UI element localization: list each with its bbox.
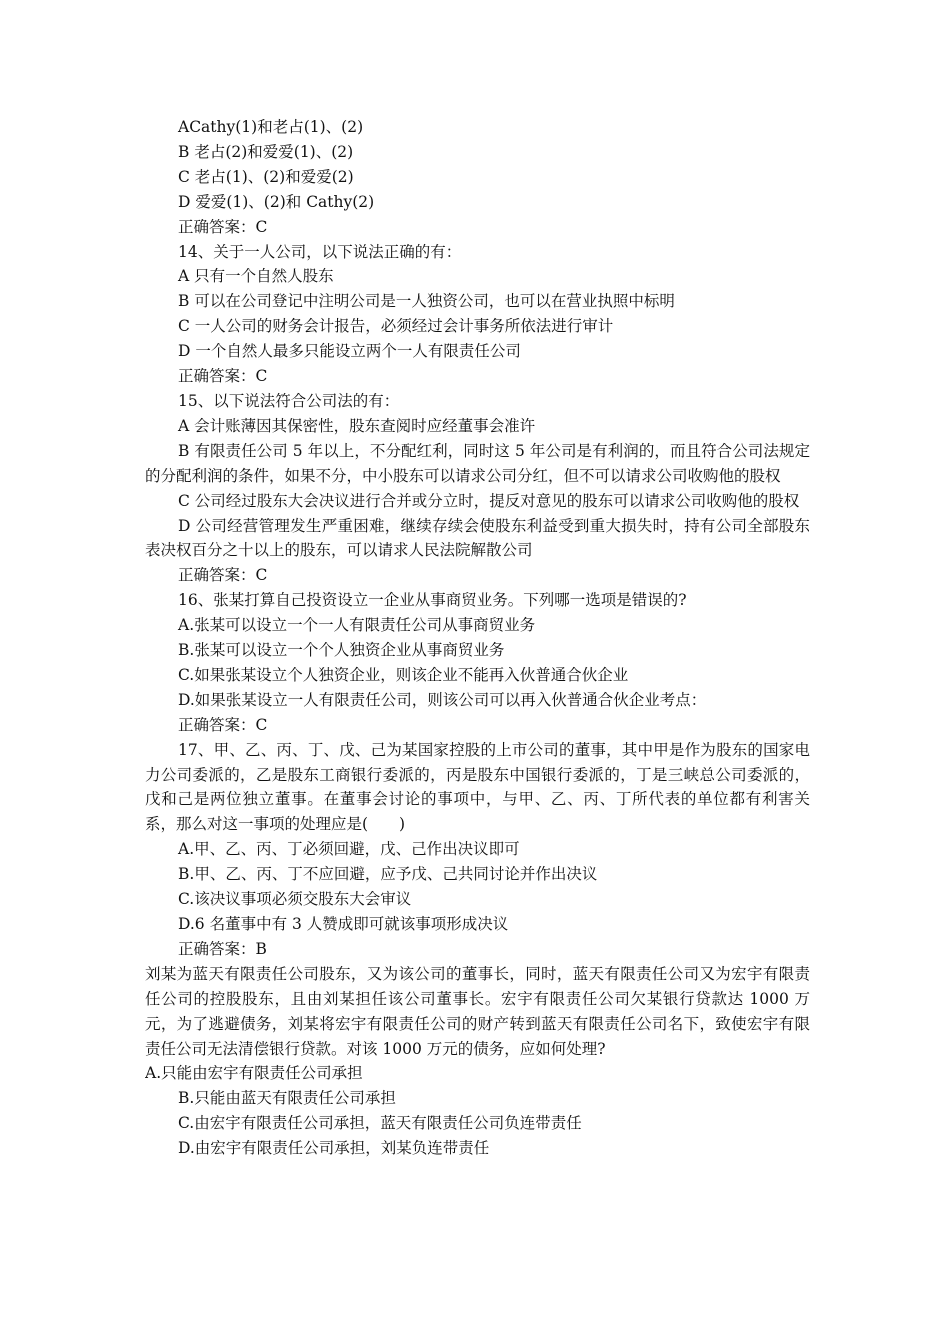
text-line: 正确答案：C	[178, 217, 268, 236]
paragraph: C 公司经过股东大会决议进行合并或分立时，提反对意见的股东可以请求公司收购他的股权	[178, 491, 800, 510]
text-line: B.张某可以设立一个个人独资企业从事商贸业务	[178, 641, 505, 660]
text-line: C.该决议事项必须交股东大会审议	[178, 890, 412, 909]
text-line: 14、关于一人公司，以下说法正确的有：	[178, 242, 462, 261]
text-line: A.甲、乙、丙、丁必须回避，戊、己作出决议即可	[178, 840, 520, 859]
text-line: D 爱爱(1)、(2)和 Cathy(2)	[178, 192, 375, 211]
text-line: B 老占(2)和爱爱(1)、(2)	[178, 142, 354, 161]
text-line: B.只能由蓝天有限责任公司承担	[178, 1089, 396, 1108]
text-line: 正确答案：B	[178, 939, 267, 958]
text-line: 正确答案：C	[178, 566, 268, 585]
paragraph: 刘某为蓝天有限责任公司股东，又为该公司的董事长，同时，蓝天有限责任公司又为宏宇有限责任公司的控股股东，且由刘某担任该公司董事长。宏宇有限责任公司欠某银行贷款达 1000 万元，为了逃避债务，刘某将宏宇有限责任公司的财产转到蓝天有限责任公司名下，致使宏宇有限责任公司无法清偿银行贷款。对该 1000 万元的债务，应如何处理?	[145, 964, 810, 1058]
text-line: C.如果张某设立个人独资企业，则该企业不能再入伙普通合伙企业	[178, 665, 629, 684]
text-line: B 可以在公司登记中注明公司是一人独资公司，也可以在营业执照中标明	[178, 292, 675, 311]
text-line: A.只能由宏宇有限责任公司承担	[145, 1064, 363, 1083]
text-line: A 会计账薄因其保密性，股东查阅时应经董事会准许	[178, 416, 536, 435]
paragraph: B 有限责任公司 5 年以上，不分配红利，同时这 5 年公司是有利润的，而且符合公司法规定的分配利润的条件，如果不分，中小股东可以请求公司分红，但不可以请求公司收购他的股权	[145, 441, 810, 485]
text-line: D.6 名董事中有 3 人赞成即可就该事项形成决议	[178, 915, 509, 933]
text-line: D.由宏宇有限责任公司承担，刘某负连带责任	[178, 1139, 490, 1158]
text-line: C 一人公司的财务会计报告，必须经过会计事务所依法进行审计	[178, 317, 614, 336]
text-line: D.如果张某设立一人有限责任公司，则该公司可以再入伙普通合伙企业考点：	[178, 690, 707, 709]
text-line: ACathy(1)和老占(1)、(2)	[178, 118, 364, 136]
text-line: D 一个自然人最多只能设立两个一人有限责任公司	[178, 342, 521, 361]
text-line: A 只有一个自然人股东	[178, 267, 334, 286]
text-line: B.甲、乙、丙、丁不应回避，应予戊、己共同讨论并作出决议	[178, 865, 598, 884]
text-line: C.由宏宇有限责任公司承担，蓝天有限责任公司负连带责任	[178, 1114, 582, 1133]
text-line: C 老占(1)、(2)和爱爱(2)	[178, 167, 354, 186]
text-line: 15、以下说法符合公司法的有：	[178, 391, 400, 410]
text-line: 16、张某打算自己投资设立一企业从事商贸业务。下列哪一选项是错误的?	[178, 591, 687, 610]
text-line: A.张某可以设立一个一人有限责任公司从事商贸业务	[178, 616, 536, 635]
paragraph: D 公司经营管理发生严重困难，继续存续会使股东利益受到重大损失时，持有公司全部股东表决权百分之十以上的股东，可以请求人民法院解散公司	[145, 516, 810, 560]
paragraph: 17、甲、乙、丙、丁、戊、己为某国家控股的上市公司的董事，其中甲是作为股东的国家电力公司委派的，乙是股东工商银行委派的，丙是股东中国银行委派的，丁是三峡总公司委派的，戊和己是两位独立董事。在董事会讨论的事项中，与甲、乙、丙、丁所代表的单位都有利害关系，那么对这一事项的处理应是( )	[145, 740, 810, 834]
text-line: 正确答案：C	[178, 715, 268, 734]
text-line: 正确答案：C	[178, 367, 268, 386]
document-body	[145, 115, 810, 1161]
